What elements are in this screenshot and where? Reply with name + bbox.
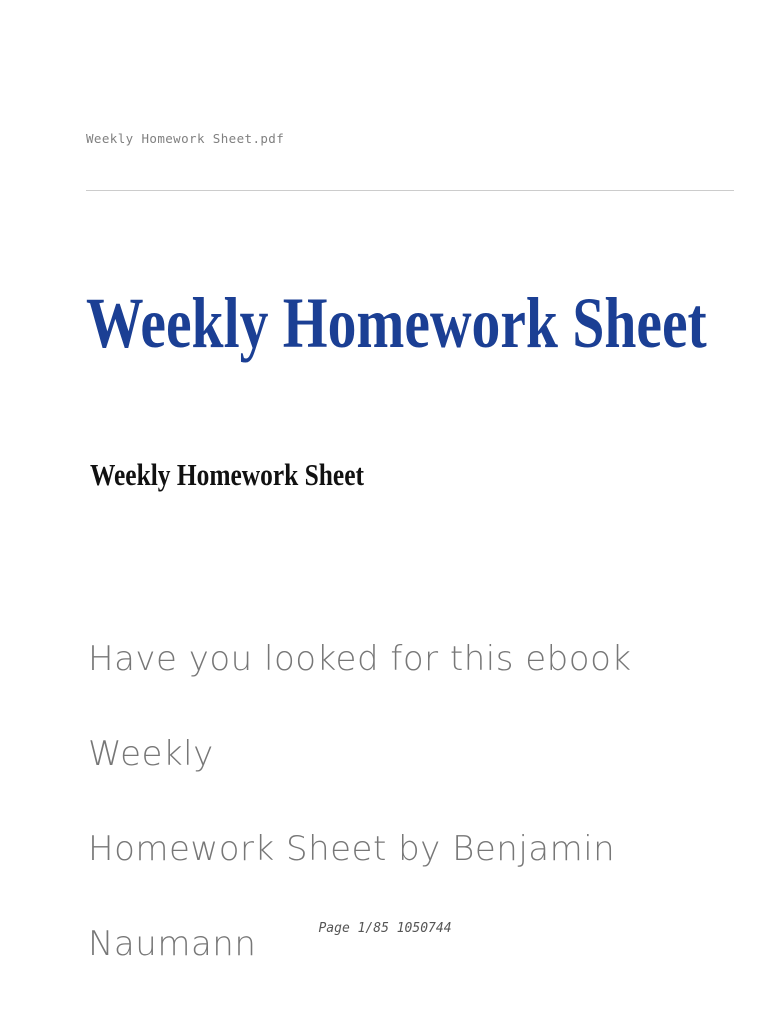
body-line-2: Homework Sheet by Benjamin Naumann bbox=[88, 829, 616, 964]
page-title: Weekly Homework Sheet bbox=[86, 283, 707, 364]
header-divider bbox=[86, 190, 734, 191]
page-subtitle: Weekly Homework Sheet bbox=[90, 456, 364, 492]
file-name-label: Weekly Homework Sheet.pdf bbox=[86, 131, 285, 146]
body-line-1: Have you looked for this ebook Weekly bbox=[88, 639, 632, 774]
page-footer: Page 1/85 1050744 bbox=[318, 921, 452, 936]
